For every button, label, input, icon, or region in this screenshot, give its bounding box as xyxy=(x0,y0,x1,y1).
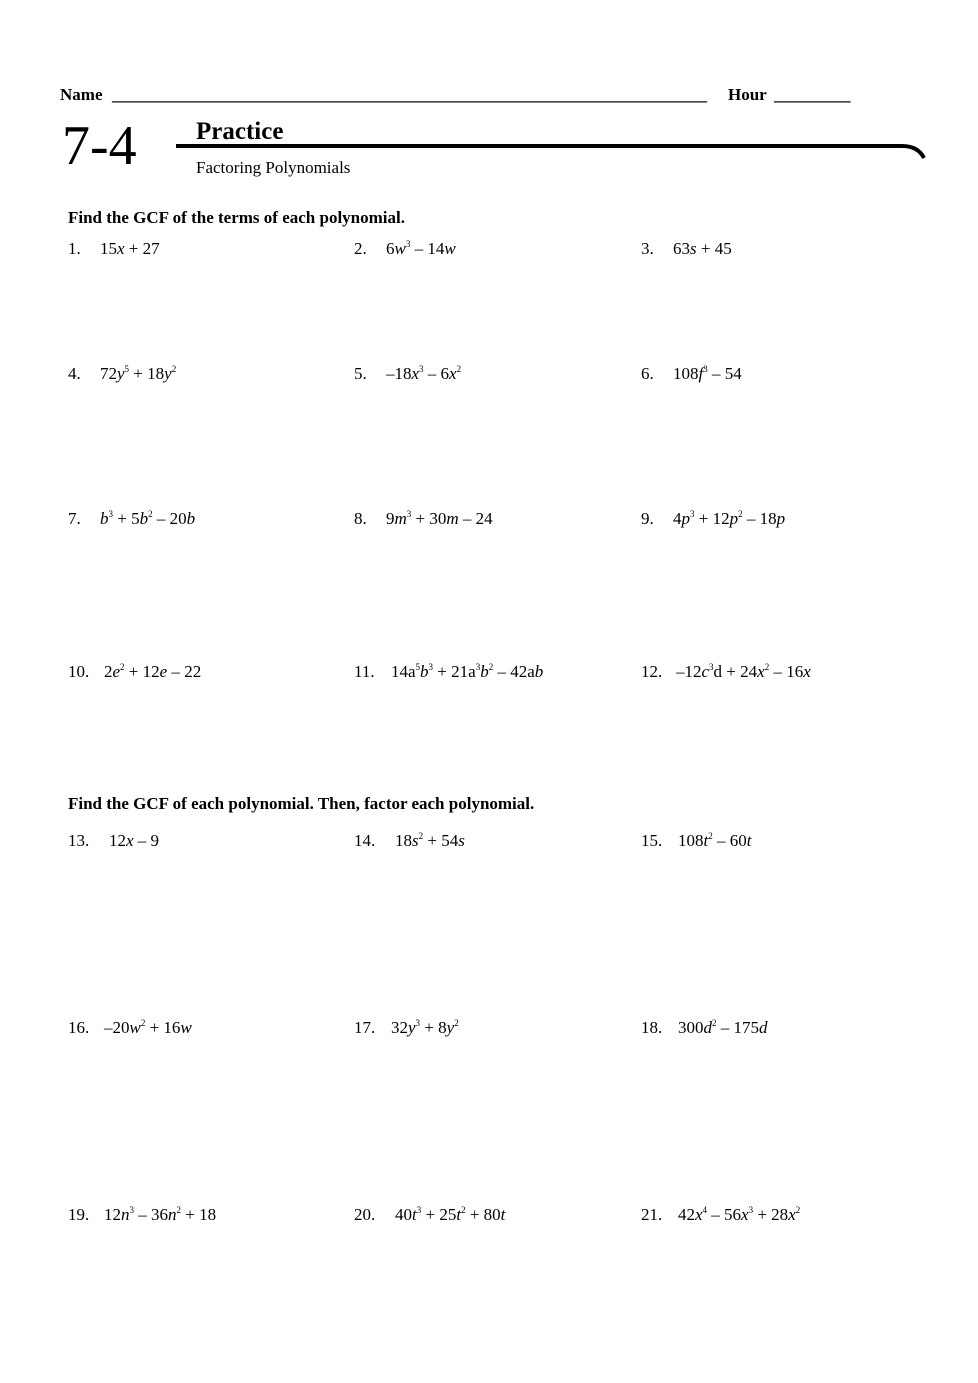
problem-5: 5. $-18x^3 - 6x^2$ xyxy=(354,364,462,383)
problem-7: 7. $b^3 + 5b^2 - 20b$ xyxy=(68,509,196,528)
section-1-instruction: Find the GCF of the terms of each polynomial. xyxy=(68,208,405,227)
problem-1: 1. 15x + 27 xyxy=(68,239,160,258)
problem-number: 19. xyxy=(68,1205,90,1224)
problem-9: 9. $4p^3 + 12p^2 - 18p$ xyxy=(641,509,786,528)
problem-14: 14. $18s^2 + 54s$ xyxy=(354,831,465,850)
problem-number: 11. xyxy=(354,662,375,681)
hour-blank[interactable]: _________ xyxy=(774,85,851,104)
problem-number: 21. xyxy=(641,1205,663,1224)
problem-12: 12. $-12c^3d + 24x^2 - 16x$ xyxy=(641,662,811,681)
problem-number: 13. xyxy=(68,831,90,850)
problem-number: 9. xyxy=(641,509,654,528)
problem-number: 15. xyxy=(641,831,663,850)
problem-number: 18. xyxy=(641,1018,663,1037)
title-rule xyxy=(0,0,978,200)
problem-number: 17. xyxy=(354,1018,376,1037)
problem-number: 6. xyxy=(641,364,654,383)
problem-13: 13. 12x – 9 xyxy=(68,831,160,850)
problem-17: 17. $32y^3 + 8y^2$ xyxy=(354,1018,459,1037)
lesson-title: Practice xyxy=(196,118,284,145)
problem-10: 10. $2e^2 + 12e - 22$ xyxy=(68,662,202,681)
problem-number: 20. xyxy=(354,1205,376,1224)
problem-3: 3. 63s + 45 xyxy=(641,239,732,258)
problem-number: 16. xyxy=(68,1018,90,1037)
problem-number: 3. xyxy=(641,239,654,258)
problem-16: 16. $-20w^2 + 16w$ xyxy=(68,1018,192,1037)
problem-15: 15. $108t^2 - 60t$ xyxy=(641,831,752,850)
problem-21: 21. $42x^4 - 56x^3 + 28x^2$ xyxy=(641,1205,801,1224)
problem-18: 18. $300d^2 - 175d$ xyxy=(641,1018,768,1037)
problem-number: 1. xyxy=(68,239,81,258)
problem-20: 20. $40t^3 + 25t^2 + 80t$ xyxy=(354,1205,506,1224)
problem-number: 14. xyxy=(354,831,376,850)
problem-4: 4. $72y^5 + 18y^2$ xyxy=(68,364,177,383)
name-label: Name xyxy=(60,85,103,104)
name-blank[interactable]: ______________________________________________________________________ xyxy=(112,85,707,104)
problem-8: 8. $9m^3 + 30m - 24$ xyxy=(354,509,493,528)
problem-number: 2. xyxy=(354,239,367,258)
problem-number: 12. xyxy=(641,662,663,681)
problem-6: 6. $108f^3 - 54$ xyxy=(641,364,742,383)
problem-number: 8. xyxy=(354,509,367,528)
problem-number: 5. xyxy=(354,364,367,383)
problem-2: 2. $6w^3 - 14w$ xyxy=(354,239,456,258)
problem-number: 4. xyxy=(68,364,81,383)
lesson-subtitle: Factoring Polynomials xyxy=(196,158,351,177)
problem-11: 11. $14a^5b^3 + 21a^3b^2 - 42ab$ xyxy=(354,662,544,681)
lesson-number: 7-4 xyxy=(62,115,137,177)
section-2-instruction: Find the GCF of each polynomial. Then, factor each polynomial. xyxy=(68,794,535,813)
problem-19: 19. $12n^3 - 36n^2 + 18$ xyxy=(68,1205,217,1224)
problem-number: 10. xyxy=(68,662,90,681)
problem-number: 7. xyxy=(68,509,81,528)
hour-label: Hour xyxy=(728,85,767,104)
